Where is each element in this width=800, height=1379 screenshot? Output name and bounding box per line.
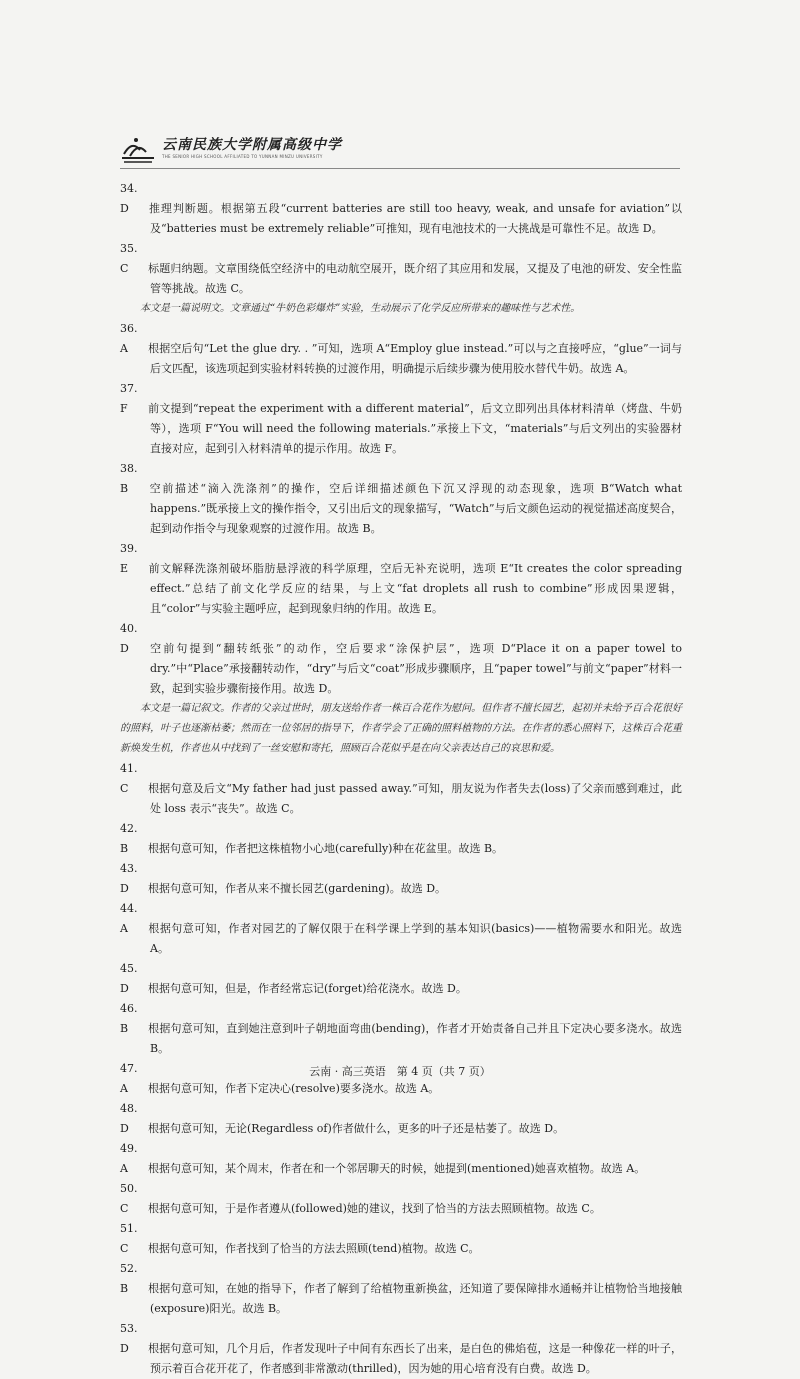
answer-item bbox=[120, 1139, 682, 1179]
answer-item bbox=[120, 999, 682, 1059]
answer-item bbox=[120, 319, 682, 379]
answer-item bbox=[120, 459, 682, 539]
answer-item bbox=[120, 179, 682, 239]
item-number: 36. A bbox=[120, 322, 138, 355]
answer-item bbox=[120, 1219, 682, 1259]
item-number: 44. A bbox=[120, 902, 138, 935]
item-text: 空前描述“滴入洗涤剂”的操作，空后详细描述颜色下沉又浮现的动态现象，选项 B“Watch what happens.”既承接上文的操作指令，又引出后文的现象描写，“Watch”与后文颜色运动的视觉描述高度契合，起到动作指令与现象观察的过渡作用。故选 B。 bbox=[148, 482, 682, 535]
item-text: 空前句提到“翻转纸张”的动作，空后要求“涂保护层”，选项 D“Place it on a paper towel to dry.”中“Place”承接翻转动作，“dry”与后文“coat”形成步骤顺序，且“paper towel”与前文“paper”材料一致，起到实验步骤衔接作用。故选 D。 bbox=[148, 642, 682, 695]
item-text: 根据句意可知，某个周末，作者在和一个邻居聊天的时候，她提到(mentioned)她喜欢植物。故选 A。 bbox=[148, 1162, 646, 1175]
item-text: 根据句意可知，作者把这株植物小心地(carefully)种在花盆里。故选 B。 bbox=[148, 842, 504, 855]
item-text: 根据句意可知，作者找到了恰当的方法去照顾(tend)植物。故选 C。 bbox=[148, 1242, 480, 1255]
passage-summary: 本文是一篇记叙文。作者的父亲过世时，朋友送给作者一株百合花作为慰问。但作者不擅长园艺，起初并未给予百合花很好的照料，叶子也逐渐枯萎；然而在一位邻居的指导下，作者学会了正确的照料植物的方法。在作者的悉心照料下，这株百合花重新焕发生机，作者也从中找到了一丝安慰和寄托，照顾百合花似乎是在向父亲表达自己的哀思和爱。 bbox=[120, 703, 682, 754]
item-number: 43. D bbox=[120, 862, 138, 895]
item-text: 根据句意可知，作者下定决心(resolve)要多浇水。故选 A。 bbox=[148, 1082, 440, 1095]
school-name: 云南民族大学附属高级中学 bbox=[162, 137, 342, 153]
header-divider bbox=[120, 168, 680, 169]
item-text: 根据句意可知，作者从来不擅长园艺(gardening)。故选 D。 bbox=[148, 882, 447, 895]
item-number: 52. B bbox=[120, 1262, 138, 1295]
answer-item bbox=[120, 239, 682, 299]
item-number: 51. C bbox=[120, 1222, 138, 1255]
answer-item bbox=[120, 819, 682, 859]
item-text: 根据句意及后文“My father had just passed away.”可知，朋友说为作者失去(loss)了父亲而感到难过，此处 loss 表示“丧失”。故选 C。 bbox=[148, 782, 682, 815]
item-text: 根据句意可知，在她的指导下，作者了解到了给植物重新换盆，还知道了要保障排水通畅并让植物恰当地接触(exposure)阳光。故选 B。 bbox=[148, 1282, 682, 1315]
item-number: 53. D bbox=[120, 1322, 138, 1355]
answer-item bbox=[120, 899, 682, 959]
item-text: 前文提到“repeat the experiment with a different material”，后文立即列出具体材料清单（烤盘、牛奶等），选项 F“You will need the following materials.”承接上下文，“materials”与后文列出的实验器材直接对应，起到引入材料清单的提示作用。故选 F。 bbox=[148, 402, 682, 455]
item-number: 38. B bbox=[120, 462, 138, 495]
answer-explanations bbox=[120, 179, 682, 1379]
item-text: 标题归纳题。文章围绕低空经济中的电动航空展开，既介绍了其应用和发展，又提及了电池的研发、安全性监管等挑战。故选 C。 bbox=[148, 262, 682, 295]
answer-item bbox=[120, 1319, 682, 1379]
item-text: 根据句意可知，于是作者遵从(followed)她的建议，找到了恰当的方法去照顾植物。故选 C。 bbox=[148, 1202, 601, 1215]
answer-item bbox=[120, 1179, 682, 1219]
item-number: 46. B bbox=[120, 1002, 138, 1035]
answer-item bbox=[120, 539, 682, 619]
item-number: 34. D bbox=[120, 182, 138, 215]
item-number: 39. E bbox=[120, 542, 138, 575]
answer-item bbox=[120, 1259, 682, 1319]
item-text: 根据句意可知，作者对园艺的了解仅限于在科学课上学到的基本知识(basics)——植物需要水和阳光。故选 A。 bbox=[148, 922, 682, 955]
item-number: 40. D bbox=[120, 622, 138, 655]
item-text: 推理判断题。根据第五段“current batteries are still too heavy, weak, and unsafe for aviation”以及“batteries must be extremely reliable”可推知，现有电池技术的一大挑战是可靠性不足。故选 D。 bbox=[148, 202, 682, 235]
item-text: 根据句意可知，无论(Regardless of)作者做什么，更多的叶子还是枯萎了。故选 D。 bbox=[148, 1122, 565, 1135]
item-number: 49. A bbox=[120, 1142, 138, 1175]
item-number: 35. C bbox=[120, 242, 138, 275]
item-text: 根据句意可知，直到她注意到叶子朝地面弯曲(bending)，作者才开始责备自己并且下定决心要多浇水。故选 B。 bbox=[148, 1022, 682, 1055]
answer-item bbox=[120, 379, 682, 459]
item-text: 前文解释洗涤剂破坏脂肪悬浮液的科学原理，空后无补充说明，选项 E“It creates the color spreading effect.”总结了前文化学反应的结果，与上文“fat droplets all rush to combine”形成因果逻辑，且“color”与实验主题呼应，起到现象归纳的作用。故选 E。 bbox=[148, 562, 682, 615]
page-footer: 云南 · 高三英语 第 4 页（共 7 页） bbox=[309, 1065, 491, 1078]
item-number: 42. B bbox=[120, 822, 138, 855]
school-name-en: THE SENIOR HIGH SCHOOL AFFILIATED TO YUNNAN MINZU UNIVERSITY bbox=[162, 154, 323, 159]
item-number: 47. A bbox=[120, 1062, 138, 1095]
answer-item bbox=[120, 859, 682, 899]
item-text: 根据句意可知，几个月后，作者发现叶子中间有东西长了出来，是白色的佛焰苞，这是一种像花一样的叶子，预示着百合花开花了，作者感到非常激动(thrilled)，因为她的用心培育没有白费。故选 D。 bbox=[148, 1342, 682, 1375]
item-number: 50. C bbox=[120, 1182, 138, 1215]
item-text: 根据空后句“Let the glue dry. . ”可知，选项 A“Employ glue instead.”可以与之直接呼应，“glue”一词与后文匹配，该选项起到实验材料转换的过渡作用，明确提示后续步骤为使用胶水替代牛奶。故选 A。 bbox=[148, 342, 682, 375]
answer-item bbox=[120, 1099, 682, 1139]
answer-item bbox=[120, 619, 682, 699]
page-header bbox=[120, 132, 680, 172]
answer-item bbox=[120, 759, 682, 819]
answer-item bbox=[120, 959, 682, 999]
item-number: 45. D bbox=[120, 962, 138, 995]
item-number: 48. D bbox=[120, 1102, 138, 1135]
item-number: 37. F bbox=[120, 382, 138, 415]
passage-summary: 本文是一篇说明文。文章通过“牛奶色彩爆炸”实验，生动展示了化学反应所带来的趣味性与艺术性。 bbox=[140, 303, 581, 314]
item-text: 根据句意可知，但是，作者经常忘记(forget)给花浇水。故选 D。 bbox=[148, 982, 467, 995]
item-number: 41. C bbox=[120, 762, 138, 795]
